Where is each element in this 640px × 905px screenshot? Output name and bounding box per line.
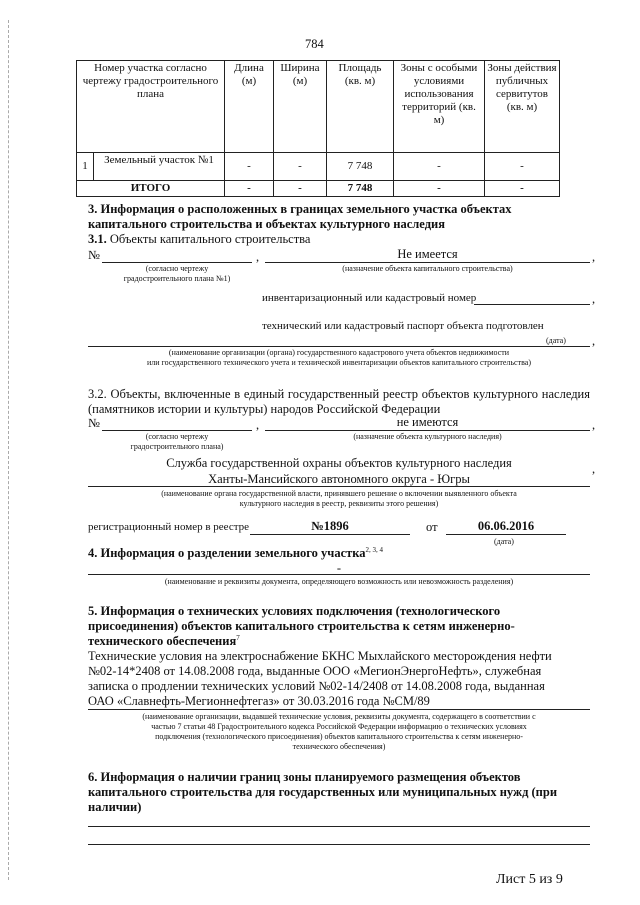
header-area: Площадь (кв. м) [327,61,394,153]
page-number: 784 [305,37,324,51]
scan-edge [8,20,9,880]
field-line [446,534,566,535]
field-line [88,844,590,845]
field-line [88,709,590,710]
header-length: Длина (м) [225,61,274,153]
registry-date: 06.06.2016 [477,519,535,533]
field-line [102,262,252,263]
table-row: 1 Земельный участок №1 - - 7 748 - - [77,153,560,181]
section-6-title-line2: капитального строительства для государственных или муниципальных нужд (при [88,785,558,799]
field-line [102,430,252,431]
number-sign: № [88,248,100,262]
section-5-title-line3: технического обеспечения$^7$ [88,634,240,649]
field-line [265,262,590,263]
tech-conditions-line1: Технические условия на электроснабжение БКНС Мыхлайского месторождения нефти [88,649,552,663]
heritage-organ-line2: Ханты-Мансийского автономного округа - Югры [208,472,470,486]
parcel-name: Земельный участок №1 [94,153,225,181]
registry-number: №1896 [311,519,349,533]
section-3-2-title: 3.2. Объекты, включенные в единый государственный реестр объектов культурного наследия (памятников истории и культуры) народов Российской Федерации [88,387,590,416]
field-line [265,430,590,431]
section-6-title-line3: наличии) [88,800,142,814]
section-3-1-heading: 3.1. Объекты капитального строительства [88,232,311,246]
field-line [88,346,590,347]
tech-conditions-line3: записка о продлении технических условий №02-14/2408 от 14.08.2008 года, выданная [88,679,545,693]
header-width: Ширина (м) [274,61,327,153]
header-servitude: Зоны действия публичных сервитутов (кв. м) [485,61,560,153]
registry-label: регистрационный номер в реестре [88,521,250,533]
field-line [88,574,590,575]
field-line [88,826,590,827]
section-4-title: 4. Информация о разделении земельного участка$^{2, 3, 4}$ [88,546,384,561]
section-5-title-line1: 5. Информация о технических условиях подключения (технологического [88,604,501,618]
sheet-footer: Лист 5 из 9 [496,872,563,887]
total-row: ИТОГО - - 7 748 - - [77,181,560,197]
heritage-organ-line1: Служба государственной охраны объектов культурного наследия [166,456,512,470]
field-line [88,486,590,487]
parcel-table [76,60,560,197]
field-line [250,534,410,535]
inventory-label: инвентаризационный или кадастровый номер [262,292,477,304]
section-5-title-line2: присоединения) объектов капитального строительства к сетям инженерно- [88,619,515,633]
field-line [474,304,590,305]
capital-object-value: Не имеется [397,247,458,261]
tech-conditions-line4: ОАО «Славнефть-Мегионнефтегаз» от 30.03.2016 года №СМ/89 [88,694,430,708]
heritage-object-value: не имеются [396,415,459,429]
section-6-title-line1: 6. Информация о наличии границ зоны планируемого размещения объектов [88,770,521,784]
section-3-title: 3. Информация о расположенных в границах земельного участка объектах капитального строительства и объектах культурного наследия [88,202,512,231]
tech-conditions-line2: №02-14*2408 от 14.08.2008 года, выданные ООО «МегионЭнергоНефть», служебная [88,664,542,678]
passport-label: технический или кадастровый паспорт объекта подготовлен [262,320,544,332]
header-special-zones: Зоны с особыми условиями использования территорий (кв. м) [394,61,485,153]
header-parcel-number: Номер участка согласно чертежу градостроительного плана [77,61,225,153]
